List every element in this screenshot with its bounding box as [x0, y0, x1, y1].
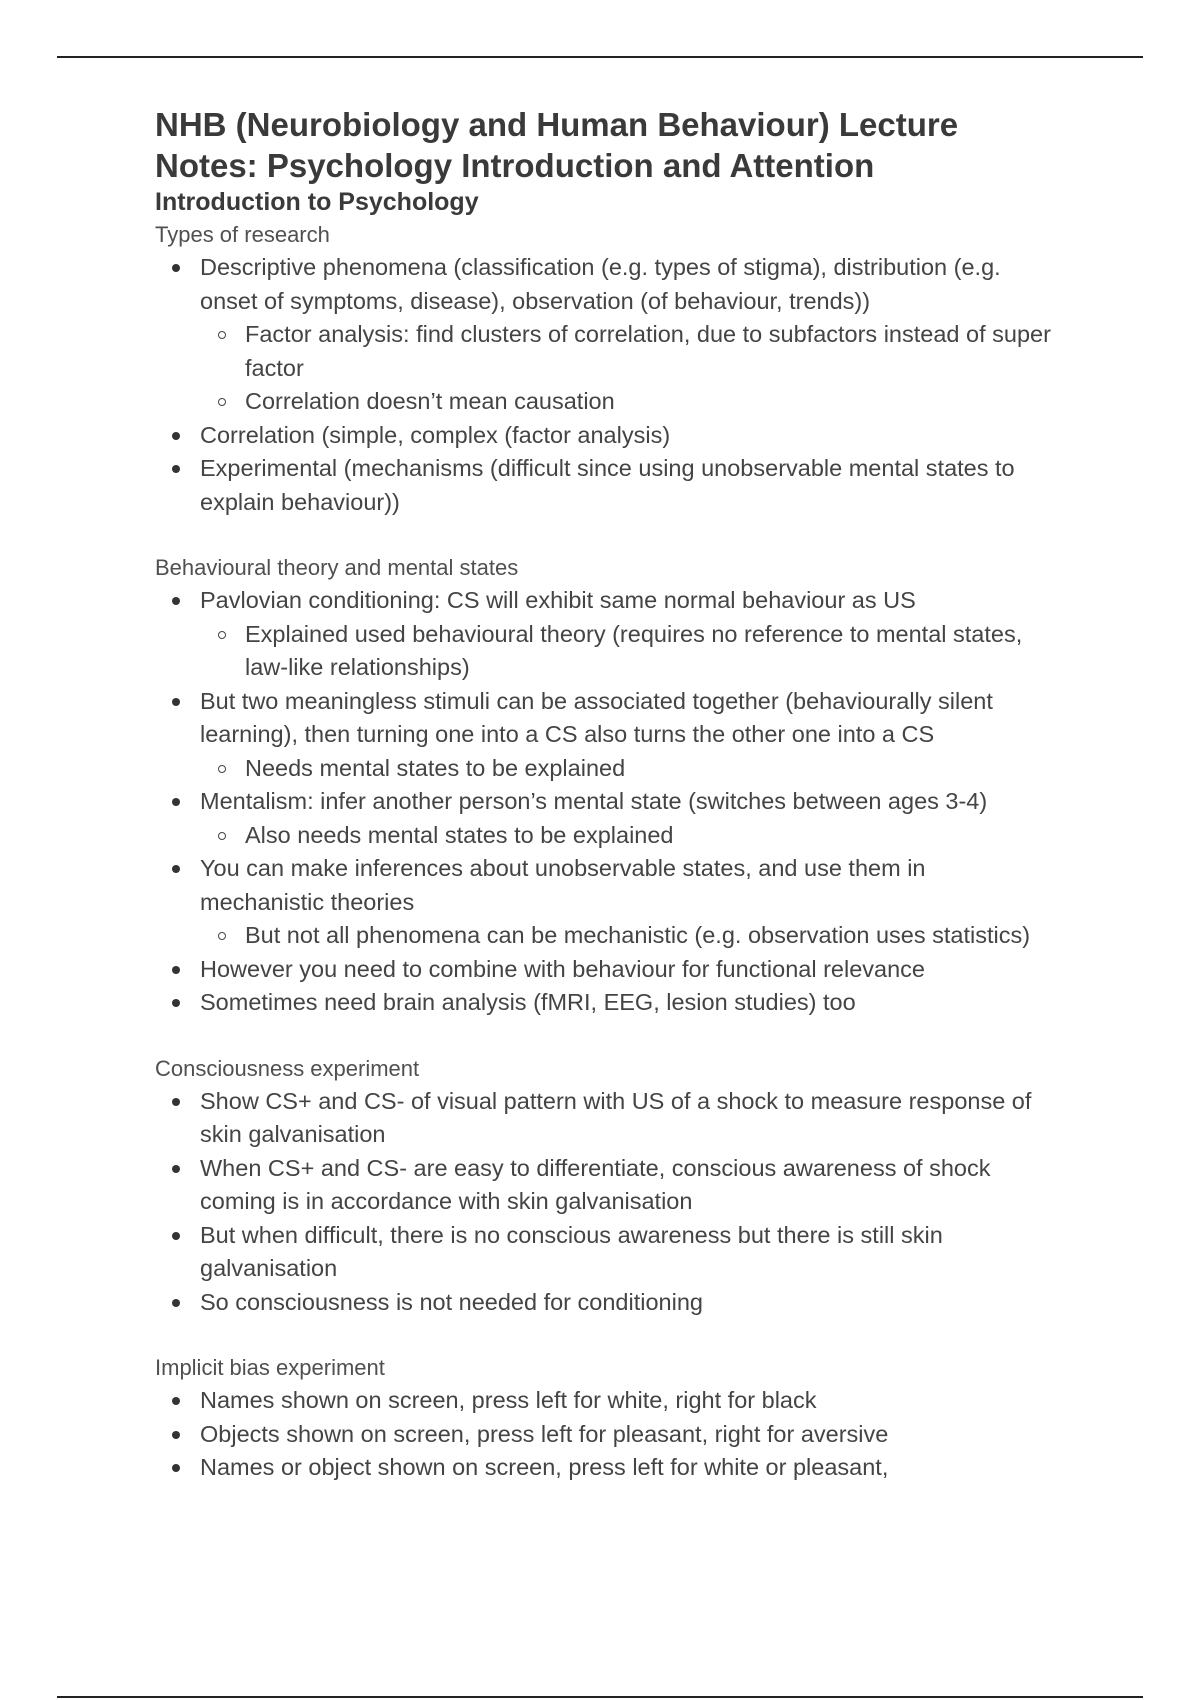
list-item: [155, 1219, 1055, 1286]
list-item: [155, 1451, 1055, 1485]
sub-list-item: Explained used behavioural theory (requires no reference to mental states, law-like relationships): [200, 618, 1055, 685]
list-item-text: You can make inferences about unobservable states, and use them in mechanistic theories: [200, 855, 926, 915]
list-item-text: Descriptive phenomena (classification (e.g. types of stigma), distribution (e.g. onset of symptoms, disease), observation (of behaviour, trends)): [200, 254, 1001, 314]
list-item: [155, 584, 1055, 685]
list-item: [155, 1384, 1055, 1418]
document-body: [155, 104, 1055, 1517]
section-behavioural-theory: [155, 551, 1055, 1020]
list-item: [155, 785, 1055, 852]
section-types-of-research: [155, 218, 1055, 519]
list-item-text: When CS+ and CS- are easy to differentiate, conscious awareness of shock coming is in accordance with skin galvanisation: [200, 1154, 991, 1214]
list-item-text: Mentalism: infer another person’s mental state (switches between ages 3-4): [200, 788, 988, 814]
list-item: [155, 1286, 1055, 1320]
list-item-text: Objects shown on screen, press left for pleasant, right for aversive: [200, 1420, 889, 1447]
bottom-rule: [57, 1696, 1143, 1698]
list-item-text: Show CS+ and CS- of visual pattern with US of a shock to measure response of skin galvanisation: [200, 1087, 1032, 1147]
sub-list-item: But not all phenomena can be mechanistic (e.g. observation uses statistics): [200, 919, 1055, 953]
sub-list-item: Factor analysis: find clusters of correlation, due to subfactors instead of super factor: [200, 318, 1055, 385]
bullet-list: [155, 1384, 1055, 1485]
sub-bullet-list: [200, 819, 1055, 853]
list-item-text: However you need to combine with behaviour for functional relevance: [200, 955, 926, 982]
sub-bullet-list: [200, 618, 1055, 685]
sub-bullet-list: [200, 752, 1055, 786]
section-heading: Introduction to Psychology: [155, 188, 479, 216]
list-item: [155, 953, 1055, 987]
section-implicit-bias-experiment: [155, 1351, 1055, 1485]
list-item: [155, 452, 1055, 519]
list-item-text: Experimental (mechanisms (difficult since using unobservable mental states to explain behaviour)): [200, 455, 1015, 515]
list-item-text: But when difficult, there is no conscious awareness but there is still skin galvanisation: [200, 1221, 943, 1281]
list-item: [155, 1085, 1055, 1152]
bullet-list: [155, 251, 1055, 519]
top-rule: [57, 56, 1143, 58]
section-label: Implicit bias experiment: [155, 1355, 385, 1380]
section-label: Behavioural theory and mental states: [155, 555, 519, 580]
list-item: [155, 1418, 1055, 1452]
sub-list-item: Needs mental states to be explained: [200, 752, 1055, 786]
bullet-list: [155, 584, 1055, 1020]
bullet-list: [155, 1085, 1055, 1320]
section-label: Consciousness experiment: [155, 1055, 420, 1081]
sub-list-item: Correlation doesn’t mean causation: [200, 385, 1055, 419]
sub-bullet-list: [200, 919, 1055, 953]
list-item: [155, 419, 1055, 453]
list-item-text: Sometimes need brain analysis (fMRI, EEG, lesion studies) too: [200, 989, 856, 1015]
list-item: [155, 852, 1055, 953]
list-item: [155, 251, 1055, 419]
list-item-text: Names or object shown on screen, press left for white or pleasant,: [200, 1454, 889, 1480]
list-item-text: Correlation (simple, complex (factor analysis): [200, 421, 671, 448]
document-title: NHB (Neurobiology and Human Behaviour) Lecture Notes: Psychology Introduction and Attention: [155, 106, 959, 184]
section-label: Types of research: [155, 222, 330, 247]
list-item: [155, 986, 1055, 1020]
list-item-text: Names shown on screen, press left for white, right for black: [200, 1387, 817, 1413]
section-consciousness-experiment: [155, 1052, 1055, 1320]
list-item-text: Pavlovian conditioning: CS will exhibit same normal behaviour as US: [200, 587, 916, 613]
sub-bullet-list: [200, 318, 1055, 419]
list-item-text: But two meaningless stimuli can be associated together (behaviourally silent learning), then turning one into a CS also turns the other one into a CS: [200, 687, 993, 747]
sub-list-item: Also needs mental states to be explained: [200, 819, 1055, 853]
list-item: [155, 1152, 1055, 1219]
list-item: [155, 685, 1055, 786]
list-item-text: So consciousness is not needed for conditioning: [200, 1288, 703, 1315]
